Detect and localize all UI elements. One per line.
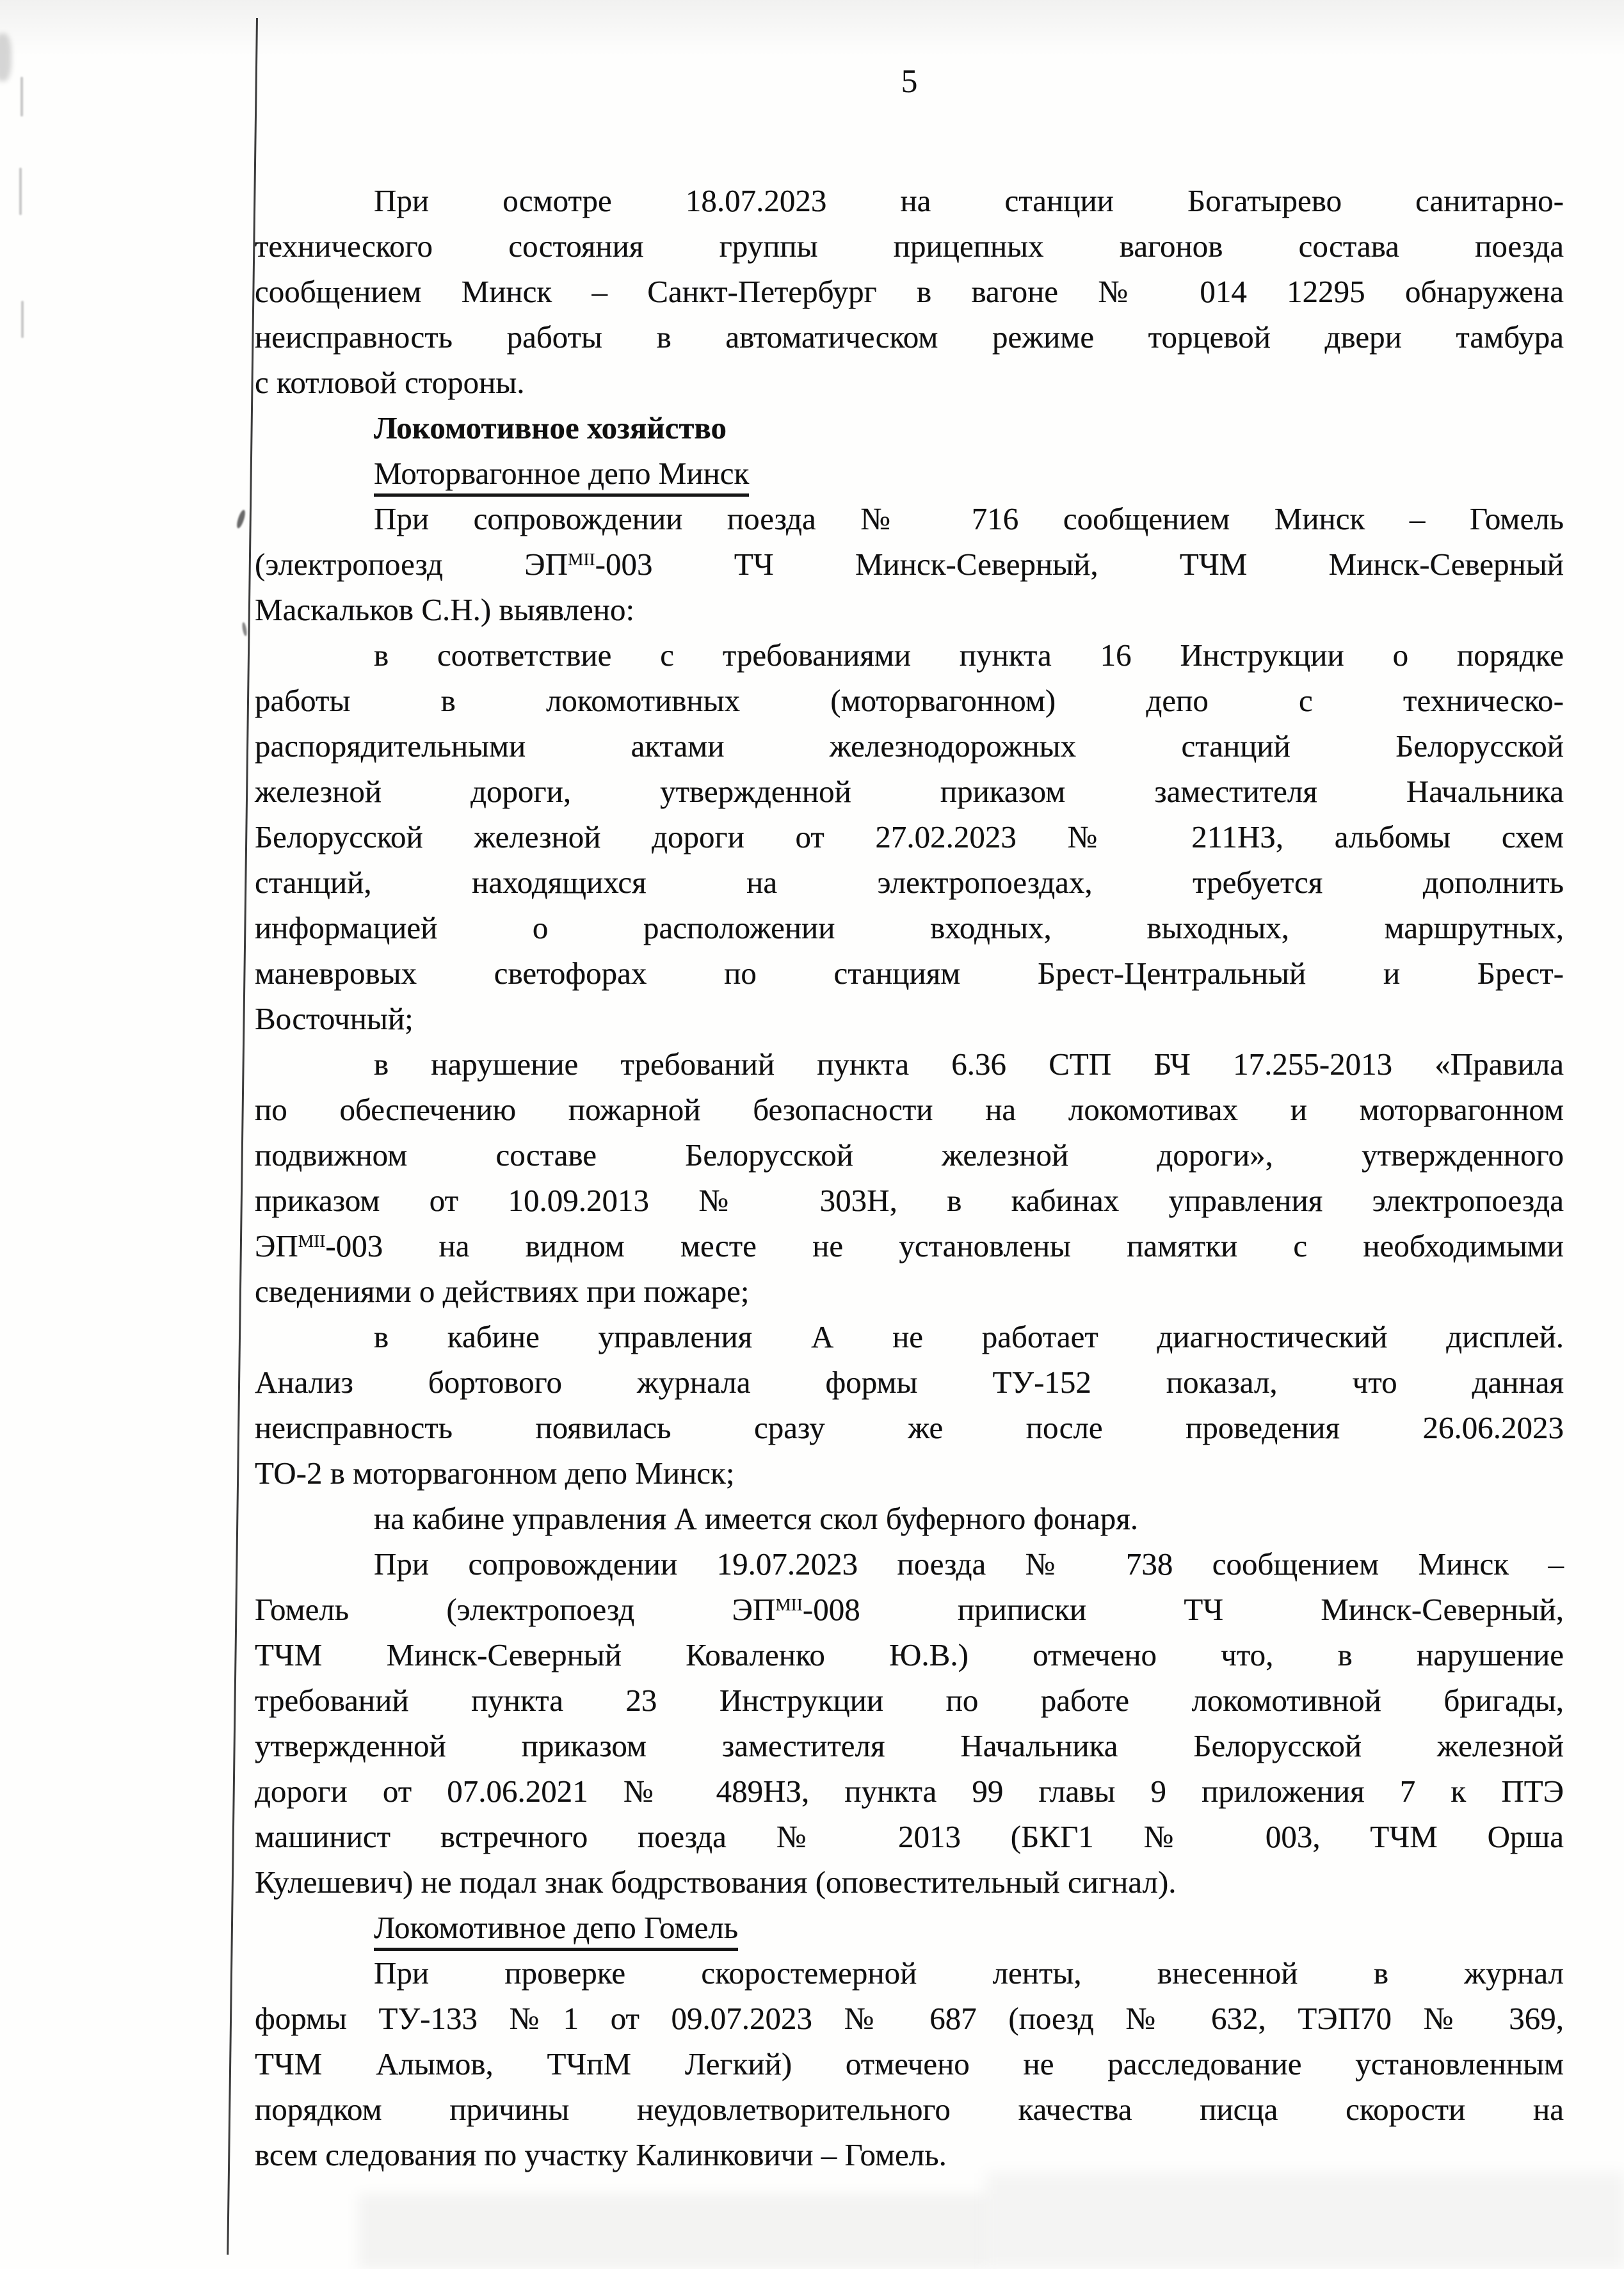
text-line xyxy=(255,1405,1564,1450)
text-run: -003 ТЧ Минск-Северный, ТЧМ Минск-Северный xyxy=(595,547,1564,582)
text-run: При проверке скоростемерной ленты, внесенной в журнал xyxy=(374,1955,1564,1991)
text-line xyxy=(255,950,1564,996)
text-line xyxy=(255,1269,1564,1314)
text-run: порядком причины неудовлетворительного качества писца скорости на xyxy=(255,2092,1564,2127)
text-line xyxy=(255,178,1564,223)
text-run: -003 на видном месте не установлены памятки с необходимыми xyxy=(325,1228,1564,1263)
text-run: подвижном составе Белорусской железной дороги», утвержденного xyxy=(255,1137,1564,1173)
text-run: Кулешевич) не подал знак бодрствования (оповестительный сигнал). xyxy=(255,1864,1177,1900)
text-run: Анализ бортового журнала формы ТУ-152 показал, что данная xyxy=(255,1365,1564,1400)
text-run: Восточный; xyxy=(255,1001,414,1036)
text-line xyxy=(255,996,1564,1041)
text-run: Гомель (электропоезд ЭП xyxy=(255,1592,776,1627)
text-run: распорядительными актами железнодорожных станций Белорусской xyxy=(255,728,1564,764)
text-line xyxy=(255,1087,1564,1132)
page-number: 5 xyxy=(901,63,918,100)
text-run: неисправность работы в автоматическом режиме торцевой двери тамбура xyxy=(255,319,1564,355)
text-run: неисправность появилась сразу же после проведения 26.06.2023 xyxy=(255,1410,1564,1445)
heading-text: Моторвагонное депо Минск xyxy=(374,456,749,497)
text-line xyxy=(255,1496,1564,1541)
text-run: работы в локомотивных (моторвагонном) депо с техническо- xyxy=(255,683,1564,718)
train-model-superscript: МII xyxy=(298,1231,326,1251)
text-line xyxy=(255,2132,1564,2177)
text-run: сведениями о действиях при пожаре; xyxy=(255,1274,750,1309)
text-line xyxy=(255,1678,1564,1723)
text-run: При осмотре 18.07.2023 на станции Богатырево санитарно- xyxy=(374,183,1564,218)
text-run: маневровых светофорах по станциям Брест-Центральный и Брест- xyxy=(255,956,1564,991)
scan-edge-artifact xyxy=(21,301,24,338)
paragraph xyxy=(255,1541,1564,1905)
text-run: приказом от 10.09.2013 № 303Н, в кабинах управления электропоезда xyxy=(255,1183,1564,1218)
text-run: ТО-2 в моторвагонном депо Минск; xyxy=(255,1455,735,1491)
paragraph xyxy=(255,178,1564,405)
text-line xyxy=(255,1587,1564,1632)
text-run: в соответствие с требованиями пункта 16 Инструкции о порядке xyxy=(374,637,1564,673)
text-run: Маскальков С.Н.) выявлено: xyxy=(255,592,635,627)
text-line xyxy=(255,1314,1564,1359)
scan-shading-top xyxy=(0,0,1624,56)
text-run: технического состояния группы прицепных вагонов состава поезда xyxy=(255,229,1564,264)
text-line xyxy=(255,496,1564,541)
text-line xyxy=(255,1859,1564,1905)
scan-shading-bottom xyxy=(358,2194,986,2269)
text-line xyxy=(255,1223,1564,1269)
text-run: ТЧМ Минск-Северный Коваленко Ю.В.) отмечено что, в нарушение xyxy=(255,1637,1564,1672)
paragraph xyxy=(255,496,1564,632)
heading-bold xyxy=(255,405,1564,451)
text-run: При сопровождении 19.07.2023 поезда № 738 сообщением Минск – xyxy=(374,1546,1564,1582)
text-run: требований пункта 23 Инструкции по работе локомотивной бригады, xyxy=(255,1683,1564,1718)
text-line xyxy=(255,1132,1564,1178)
scan-shading-bottom xyxy=(986,2173,1624,2269)
train-model-superscript: МII xyxy=(568,549,595,569)
text-run: в кабине управления А не работает диагностический дисплей. xyxy=(374,1319,1564,1354)
text-line xyxy=(255,1996,1564,2041)
scan-speck xyxy=(236,509,247,529)
text-line xyxy=(255,860,1564,905)
text-line xyxy=(255,360,1564,405)
paragraph xyxy=(255,1496,1564,1541)
text-line xyxy=(255,1450,1564,1496)
text-run: всем следования по участку Калинковичи – Гомель. xyxy=(255,2137,947,2172)
text-line xyxy=(255,678,1564,723)
text-line xyxy=(255,1541,1564,1587)
text-run: При сопровождении поезда № 716 сообщением Минск – Гомель xyxy=(374,501,1564,536)
train-model-superscript: МII xyxy=(775,1594,803,1614)
text-line xyxy=(255,905,1564,950)
paragraph xyxy=(255,1041,1564,1314)
text-run: ЭП xyxy=(255,1228,298,1263)
text-run: на кабине управления А имеется скол буферного фонаря. xyxy=(374,1501,1139,1536)
text-run: формы ТУ-133 №1 от 09.07.2023 № 687 (поезд № 632, ТЭП70 № 369, xyxy=(255,2001,1564,2036)
heading-line xyxy=(255,451,1564,496)
text-run: сообщением Минск – Санкт-Петербург в вагоне № 014 12295 обнаружена xyxy=(255,274,1564,309)
text-line xyxy=(255,769,1564,814)
heading-line xyxy=(255,1905,1564,1950)
text-run: по обеспечению пожарной безопасности на локомотивах и моторвагонном xyxy=(255,1092,1564,1127)
text-run: (электропоезд ЭП xyxy=(255,547,568,582)
text-line xyxy=(255,587,1564,632)
text-line xyxy=(255,269,1564,314)
text-line xyxy=(255,1814,1564,1859)
text-run: ТЧМ Алымов, ТЧпМ Легкий) отмечено не расследование установленным xyxy=(255,2046,1564,2081)
text-line xyxy=(255,1632,1564,1678)
text-line xyxy=(255,723,1564,769)
text-line xyxy=(255,541,1564,587)
text-run: машинист встречного поезда № 2013 (БКГ1 № 003, ТЧМ Орша xyxy=(255,1819,1564,1854)
scan-margin-line xyxy=(227,18,258,2255)
text-run: -008 приписки ТЧ Минск-Северный, xyxy=(802,1592,1564,1627)
text-run: Белорусской железной дороги от 27.02.2023 № 211НЗ, альбомы схем xyxy=(255,819,1564,854)
text-line xyxy=(255,814,1564,860)
scan-smudge xyxy=(0,33,12,81)
text-line xyxy=(255,1359,1564,1405)
text-line xyxy=(255,314,1564,360)
scan-edge-artifact xyxy=(20,77,23,116)
text-run: железной дороги, утвержденной приказом заместителя Начальника xyxy=(255,774,1564,809)
paragraph xyxy=(255,632,1564,1041)
heading-text: Локомотивное депо Гомель xyxy=(374,1910,738,1951)
text-run: станций, находящихся на электропоездах, требуется дополнить xyxy=(255,865,1564,900)
heading-line xyxy=(255,405,1564,451)
text-line xyxy=(255,223,1564,269)
text-line xyxy=(255,2041,1564,2087)
scan-speck xyxy=(241,622,248,637)
text-line xyxy=(255,1950,1564,1996)
text-line xyxy=(255,632,1564,678)
document-body xyxy=(255,178,1564,2177)
heading-underline xyxy=(255,451,1564,496)
text-line xyxy=(255,1178,1564,1223)
text-run: информацией о расположении входных, выходных, маршрутных, xyxy=(255,910,1564,945)
scan-edge-artifact xyxy=(19,168,22,215)
text-run: дороги от 07.06.2021 № 489НЗ, пункта 99 главы 9 приложения 7 к ПТЭ xyxy=(255,1774,1564,1809)
heading-text: Локомотивное хозяйство xyxy=(374,410,727,445)
heading-underline xyxy=(255,1905,1564,1950)
text-line xyxy=(255,2087,1564,2132)
text-line xyxy=(255,1768,1564,1814)
paragraph xyxy=(255,1950,1564,2177)
text-run: с котловой стороны. xyxy=(255,365,525,400)
text-line xyxy=(255,1041,1564,1087)
text-run: в нарушение требований пункта 6.36 СТП БЧ 17.255-2013 «Правила xyxy=(374,1046,1564,1082)
text-run: утвержденной приказом заместителя Начальника Белорусской железной xyxy=(255,1728,1564,1763)
text-line xyxy=(255,1723,1564,1768)
paragraph xyxy=(255,1314,1564,1496)
